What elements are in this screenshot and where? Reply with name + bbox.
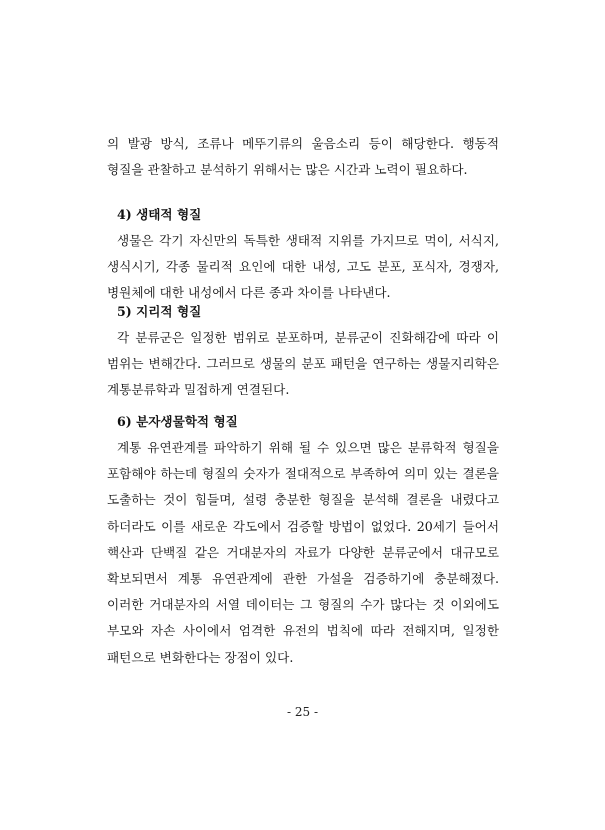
continuation-block (107, 131, 499, 183)
section-heading: 4) 생태적 형질 (117, 207, 202, 222)
section-ecological-traits (107, 202, 499, 307)
section-paragraph: 각 분류군은 일정한 범위로 분포하며, 분류군이 진화해감에 따라 이 범위는 변해간다. 그러므로 생물의 분포 패턴을 연구하는 생물지리학은 계통분류학과 밀접하게 연결된다. (107, 330, 499, 398)
continuation-paragraph: 의 발광 방식, 조류나 메뚜기류의 울음소리 등이 해당한다. 행동적 형질을 관찰하고 분석하기 위해서는 많은 시간과 노력이 필요하다. (107, 136, 499, 178)
section-heading: 6) 분자생물학적 형질 (117, 414, 238, 429)
section-heading: 5) 지리적 형질 (117, 304, 202, 319)
section-geographic-traits (107, 299, 499, 404)
section-paragraph: 계통 유연관계를 파악하기 위해 될 수 있으면 많은 분류학적 형질을 포함해야 하는데 형질의 숫자가 절대적으로 부족하여 의미 있는 결론을 도출하는 것이 힘들며, 설령 충분한 형질을 분석해 결론을 내렸다고 하더라도 이를 새로운 각도에서 검증할 방법이 없었다. 20세기 들어서 핵산과 단백질 같은 거대분자의 자료가 다양한 분류군에서 대규모로 확보되면서 계통 유연관계에 관한 가설을 검증하기에 충분해졌다. 이러한 거대분자의 서열 데이터는 그 형질의 수가 많다는 것 이외에도 부모와 자손 사이에서 엄격한 유전의 법칙에 따라 전해지며, 일정한 패턴으로 변화한다는 장점이 있다. (107, 440, 499, 665)
section-molecular-traits (107, 409, 499, 671)
section-paragraph: 생물은 각기 자신만의 독특한 생태적 지위를 가지므로 먹이, 서식지, 생식시기, 각종 물리적 요인에 대한 내성, 고도 분포, 포식자, 경쟁자, 병원체에 대한 내성에서 다른 종과 차이를 나타낸다. (107, 233, 499, 301)
page-number: - 25 - (286, 705, 318, 719)
